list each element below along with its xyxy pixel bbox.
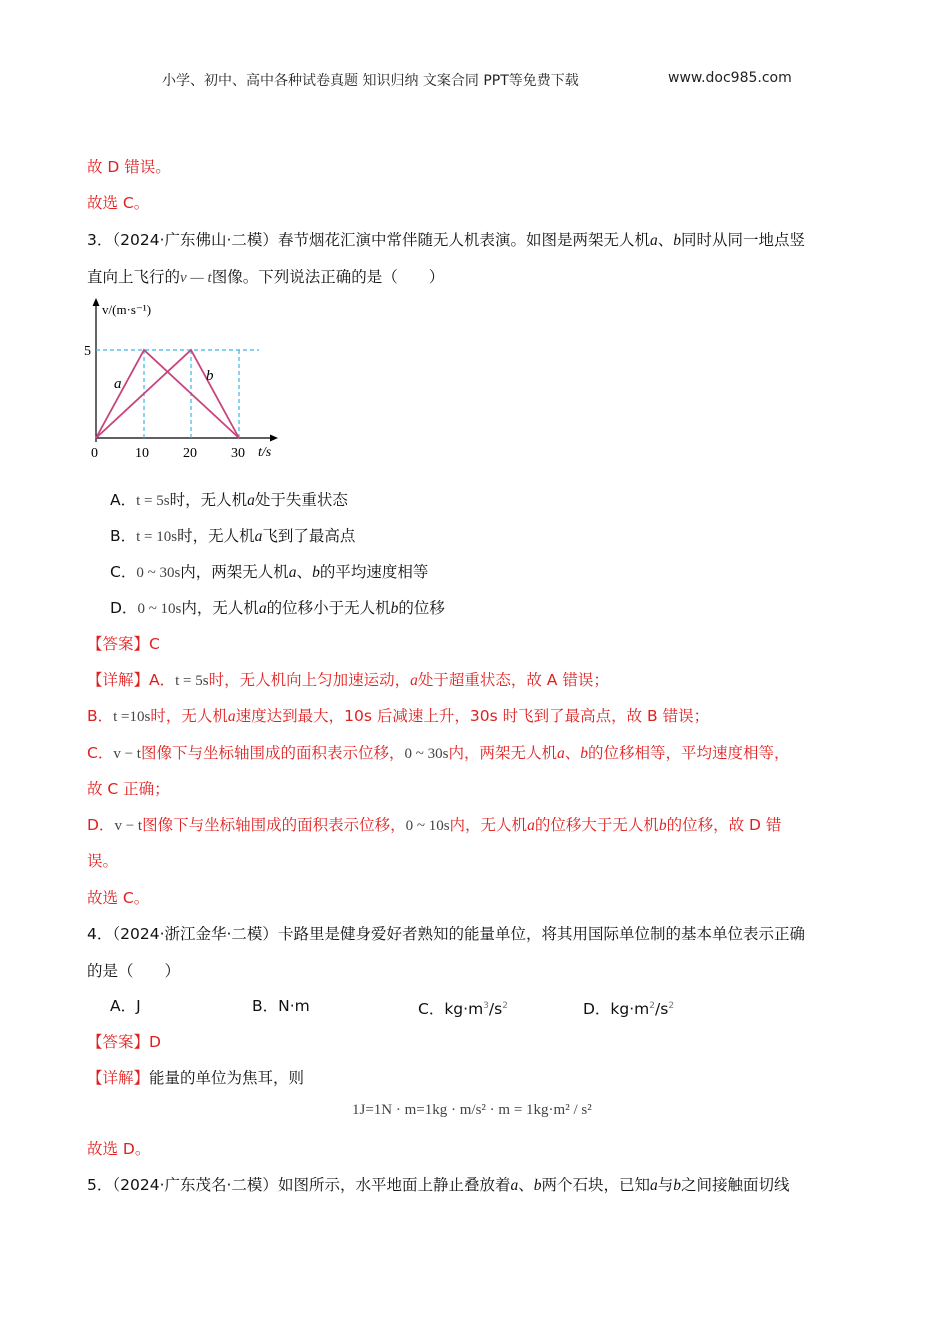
q4-detail: 【详解】能量的单位为焦耳，则 — [87, 1069, 305, 1087]
graph-label-b: b — [206, 368, 214, 384]
q5-source: （2024·广东茂名·二模） — [112, 1176, 278, 1194]
q3-option-b: B．t = 10s时，无人机a飞到了最高点 — [110, 527, 356, 545]
q3-detail-c-line2: 故 C 正确； — [87, 780, 170, 798]
q3-source: （2024·广东佛山·二模） — [112, 231, 278, 249]
graph-xtick-30: 30 — [231, 446, 245, 461]
q3-option-a: A．t = 5s时，无人机a处于失重状态 — [110, 491, 348, 509]
q3-detail-b: B．t =10s时，无人机a速度达到最大，10s 后减速上升，30s 时飞到了最高点，故 B 错误； — [87, 707, 710, 725]
q4-formula: 1J=1N · m=1kg · m/s² · m = 1kg·m² / s² — [352, 1102, 592, 1118]
q3-detail-c: C．v − t图像下与坐标轴围成的面积表示位移，0 ~ 30s内，两架无人机a、b的位移相等，平均速度相等， — [87, 744, 790, 762]
q3-var-b: b — [673, 232, 681, 249]
graph-label-a: a — [114, 376, 122, 392]
graph-ylabel: v/(m·s⁻¹) — [102, 302, 152, 317]
q3-answer: 【答案】C — [87, 635, 160, 653]
q4-option-c: C．$kg\cdot m^3/s^2$ — [418, 1000, 508, 1019]
graph-xtick-20: 20 — [183, 446, 197, 461]
q4-answer: 【答案】D — [87, 1033, 161, 1051]
q3-option-c: C．0 ~ 30s内，两架无人机a、b的平均速度相等 — [110, 563, 429, 581]
graph-xtick-10: 10 — [135, 446, 149, 461]
q3-final-answer: 故选 C。 — [87, 889, 150, 907]
y-axis-arrow — [93, 298, 100, 306]
header-banner: 小学、初中、高中各种试卷真题 知识归纳 文案合同 PPT等免费下载 — [162, 73, 579, 89]
graph-ytick-5: 5 — [84, 344, 91, 359]
q4-stem-line2: 的是（ ） — [87, 962, 181, 980]
q4-option-b: B．N·m — [252, 997, 310, 1015]
series-a-line — [96, 350, 239, 438]
q5-stem-line1: 5．（2024·广东茂名·二模）如图所示，水平地面上静止叠放着a、b两个石块，已知a与b之间接触面切线 — [87, 1176, 790, 1194]
q3-stem-line1: 3．（2024·广东佛山·二模）春节烟花汇演中常伴随无人机表演。如图是两架无人机a、b同时从同一地点竖 — [87, 231, 805, 249]
q3-number: 3． — [87, 231, 113, 249]
q3-var-a: a — [649, 232, 658, 249]
q3-detail-a: 【详解】A．t = 5s时，无人机向上匀加速运动，a处于超重状态，故 A 错误； — [87, 671, 609, 689]
q5-number: 5． — [87, 1176, 113, 1194]
q4-number: 4． — [87, 925, 113, 943]
q4-stem-line1: 4．（2024·浙江金华·二模）卡路里是健身爱好者熟知的能量单位，将其用国际单位制的基本单位表示正确 — [87, 925, 805, 943]
vt-graph — [84, 296, 284, 466]
q3-vt-math: v — t — [180, 270, 212, 286]
q3-detail-d-line2: 误。 — [87, 852, 119, 870]
q3-stem-line2: 直向上飞行的v — t图像。下列说法正确的是（ ） — [87, 268, 445, 286]
q4-option-d: D．$kg\cdot m^2/s^2$ — [583, 1000, 675, 1019]
q3-detail-d: D．v − t图像下与坐标轴围成的面积表示位移，0 ~ 10s内，无人机a的位移大于无人机b的位移，故 D 错 — [87, 816, 782, 834]
prev-answer: 故选 C。 — [87, 194, 150, 212]
q4-final-answer: 故选 D。 — [87, 1140, 151, 1158]
q4-option-a: A．J — [110, 997, 141, 1015]
header-site[interactable]: www.doc985.com — [668, 70, 792, 86]
prev-conclusion: 故 D 错误。 — [87, 158, 171, 176]
q3-stem-text: 春节烟花汇演中常伴随无人机表演。如图是两架无人机 — [277, 231, 650, 249]
x-axis-arrow — [270, 435, 278, 442]
series-b-line — [96, 350, 239, 438]
q3-option-d: D．0 ~ 10s内，无人机a的位移小于无人机b的位移 — [110, 599, 445, 617]
graph-xtick-0: 0 — [91, 446, 98, 461]
q4-source: （2024·浙江金华·二模） — [112, 925, 278, 943]
graph-xlabel: t/s — [258, 445, 272, 460]
